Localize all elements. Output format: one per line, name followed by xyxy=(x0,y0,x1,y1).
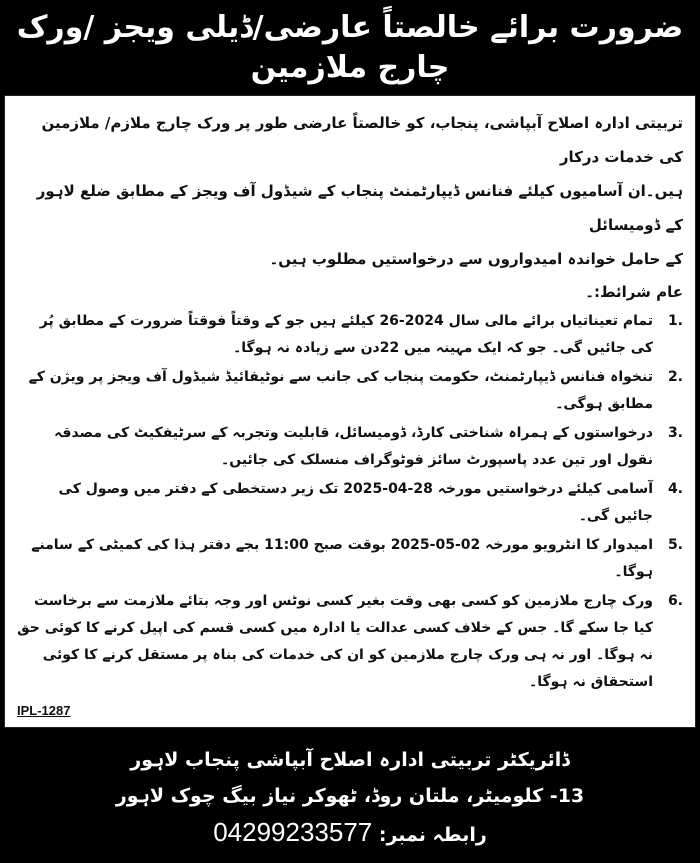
item-text: امیدوار کا انٹرویو مورخہ 02-05-2025 بوقت صبح 11:00 بجے دفتر ہذا کی کمیٹی کے سامنے ہوگا۔ xyxy=(31,537,653,580)
item-text: ورک چارج ملازمین کو کسی بھی وقت بغیر کسی نوٹس اور وجہ بتائے ملازمت سے برخاست کیا جا سکے گا۔ جس کے خلاف کسی عدالت یا ادارہ میں کسی قسم کی اپیل کرنے کا کوئی حق نہ ہوگا۔ اور نہ ہی ورک چارج ملازمین کو ان کی خدمات کی بناہ پر مستقل کرنے کا کوئی استحقاق نہ ہوگا۔ xyxy=(17,593,653,690)
phone-number: 04299233577 xyxy=(213,817,373,847)
item-text: تمام تعیناتیاں برائے مالی سال 2024-26 کیلئے ہیں جو کے وقتاً فوقتاً ضرورت کے مطابق پُر کی جائیں گی۔ جو کہ ایک مہینہ میں 22دن سے زیادہ نہ ہوگا۔ xyxy=(39,313,653,356)
item-number: 1. xyxy=(667,313,683,329)
condition-item xyxy=(17,364,683,418)
office-address: 13- کلومیٹر، ملتان روڈ، ٹھوکر نیاز بیگ چوک لاہور xyxy=(115,785,585,807)
contact-line xyxy=(10,814,690,853)
contact-label: رابطہ نمبر: xyxy=(378,824,487,846)
condition-item xyxy=(17,532,683,586)
ad-footer xyxy=(0,728,700,863)
item-number: 2. xyxy=(667,369,683,385)
ad-header xyxy=(0,0,700,95)
condition-item xyxy=(17,420,683,474)
intro-line: کے حامل خواندہ امیدواروں سے درخواستیں مطلوب ہیں۔ xyxy=(269,250,683,268)
item-text: تنخواہ فنانس ڈیپارٹمنٹ، حکومت پنجاب کی جانب سے نوٹیفائیڈ شیڈول آف ویجز پر ویژن کے مطابق ہوگی۔ xyxy=(28,369,653,412)
ad-title: ضرورت برائے خالصتاً عارضی/ڈیلی ویجز /ورک چارج ملازمین xyxy=(16,9,684,85)
condition-item xyxy=(17,588,683,696)
office-name: ڈائریکٹر تربیتی ادارہ اصلاح آبپاشی پنجاب لاہور xyxy=(130,749,570,771)
condition-item xyxy=(17,308,683,362)
item-text: درخواستوں کے ہمراہ شناختی کارڈ، ڈومیسائل، قابلیت وتجربہ کے سرٹیفکیٹ کی مصدقہ نقول اور تین عدد پاسپورٹ سائز فوٹوگراف منسلک کی جائیں۔ xyxy=(54,425,653,468)
conditions-heading: عام شرائط:۔ xyxy=(585,283,683,301)
item-number: 6. xyxy=(667,593,683,609)
reference-row xyxy=(17,700,683,719)
item-number: 4. xyxy=(667,481,683,497)
item-text: آسامی کیلئے درخواستیں مورخہ 28-04-2025 تک زیر دستخطی کے دفتر میں وصول کی جائیں گی۔ xyxy=(58,481,653,524)
intro-line: تربیتی ادارہ اصلاح آبپاشی، پنجاب، کو خالصتاً عارضی طور پر ورک چارج ملازم/ ملازمین کی خدمات درکار xyxy=(41,114,683,166)
reference-code: IPL-1287 xyxy=(17,703,71,718)
ad-body xyxy=(4,95,696,728)
item-number: 5. xyxy=(667,537,683,553)
item-number: 3. xyxy=(667,425,683,441)
condition-item xyxy=(17,476,683,530)
intro-line: ہیں۔ان آسامیوں کیلئے فنانس ڈیپارٹمنٹ پنجاب کے شیڈول آف ویجز کے مطابق ضلع لاہور کے ڈومیسائل xyxy=(36,182,683,234)
